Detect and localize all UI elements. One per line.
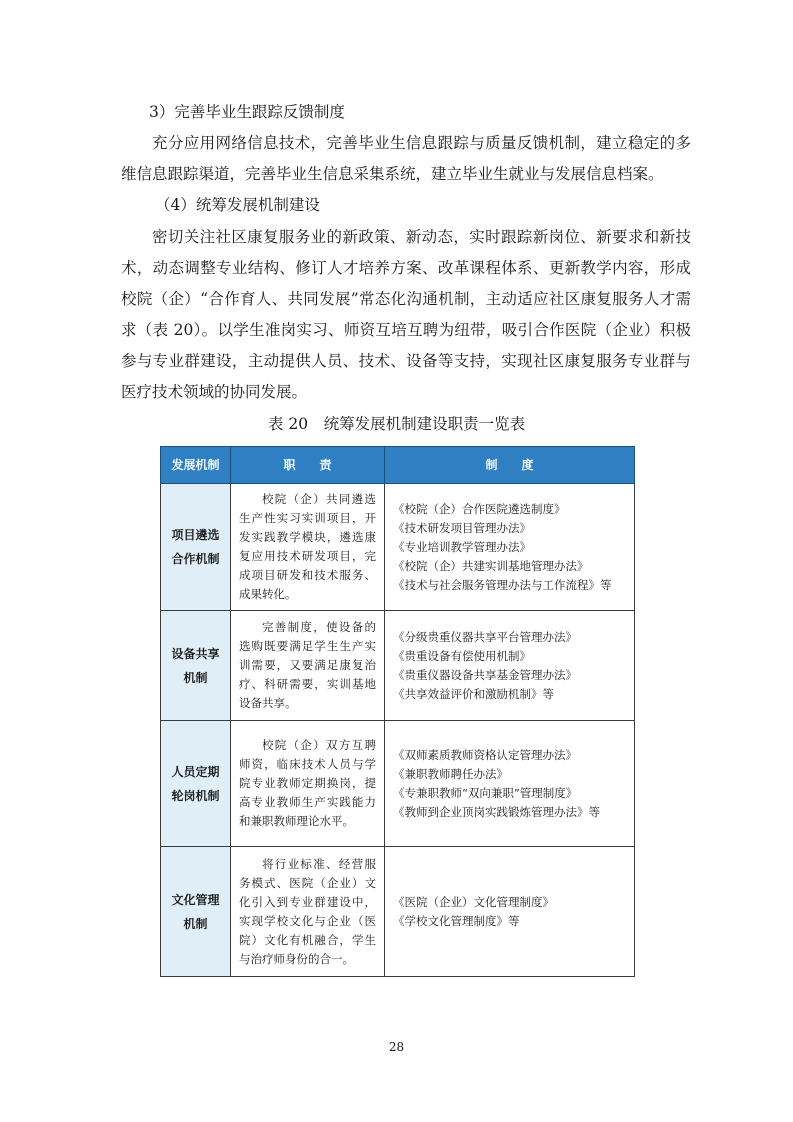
system-cell — [385, 721, 635, 847]
mechanism-name-line: 文化管理 — [171, 892, 220, 907]
mechanism-name-line: 机制 — [183, 670, 208, 685]
page-number: 28 — [388, 1040, 405, 1054]
system-item: 《专业培训教学管理办法》 — [393, 539, 531, 554]
table-row — [161, 484, 635, 611]
mechanism-cell — [161, 847, 231, 977]
mechanism-cell — [161, 611, 231, 721]
mechanism-name-line: 项目遴选 — [171, 528, 220, 542]
mechanism-cell — [161, 721, 231, 847]
header-mechanism: 发展机制 — [161, 447, 231, 484]
system-item: 《学校文化管理制度》等 — [393, 913, 520, 928]
mechanism-name-line: 设备共享 — [171, 646, 220, 661]
mechanism-name-line: 合作机制 — [171, 552, 220, 566]
system-item: 《医院（企业）文化管理制度》 — [393, 894, 554, 909]
table-row — [161, 721, 635, 847]
section-4-heading: （4）统筹发展机制建设 — [155, 196, 320, 214]
system-cell — [385, 484, 635, 611]
system-item: 《校院（企）共建实训基地管理办法》 — [393, 558, 589, 573]
system-item: 《教师到企业顶岗实践锻炼管理办法》等 — [393, 804, 600, 819]
duty-cell: 校院（企）共同遴选生产性实习实训项目，开发实践教学模块，遴选康复应用技术研发项目，完成项目研发和技术服务、成果转化。 — [231, 484, 385, 611]
header-system: 制 度 — [385, 447, 635, 484]
mechanism-cell — [161, 484, 231, 611]
system-item: 《分级贵重仪器共享平台管理办法》 — [393, 629, 577, 644]
system-item: 《贵重设备有偿使用机制》 — [393, 648, 531, 663]
duty-cell: 校院（企）双方互聘师资，临床技术人员与学院专业教师定期换岗，提高专业教师生产实践能力和兼职教师理论水平。 — [231, 721, 385, 847]
table-row — [161, 611, 635, 721]
section-3-paragraph: 充分应用网络信息技术，完善毕业生信息跟踪与质量反馈机制，建立稳定的多维信息跟踪渠道，完善毕业生信息采集系统，建立毕业生就业与发展信息档案。 — [121, 134, 691, 183]
section-3-heading: 3）完善毕业生跟踪反馈制度 — [149, 103, 345, 121]
duty-cell: 将行业标准、经营服务模式、医院（企业）文化引入到专业群建设中，实现学校文化与企业（医院）文化有机融合，学生与治疗师身份的合一。 — [231, 847, 385, 977]
system-item: 《技术与社会服务管理办法与工作流程》等 — [393, 577, 612, 592]
section-4-paragraph: 密切关注社区康复服务业的新政策、新动态，实时跟踪新岗位、新要求和新技术，动态调整专业结构、修订人才培养方案、改革课程体系、更新教学内容，形成校院（企）“合作育人、共同发展”常态化沟通机制，主动适应社区康复服务人才需求（表 20）。以学生准岗实习、师资互培互聘为纽带，吸引合作医院（企业）积极参与专业群建设，主动提供人员、技术、设备等支持，实现社区康复服务专业群与医疗技术领域的协同发展。 — [121, 228, 691, 401]
system-item: 《校院（企）合作医院遴选制度》 — [393, 501, 566, 516]
system-item: 《兼职教师聘任办法》 — [393, 766, 508, 781]
system-item: 《专兼职教师“双向兼职”管理制度》 — [393, 785, 578, 800]
mechanism-name-line: 轮岗机制 — [171, 788, 220, 803]
table-caption: 表 20 统筹发展机制建设职责一览表 — [267, 415, 526, 433]
table-row — [161, 847, 635, 977]
system-item: 《技术研发项目管理办法》 — [393, 520, 531, 535]
duty-cell: 完善制度，使设备的选购既要满足学生生产实训需要，又要满足康复治疗、科研需要，实训基地设备共享。 — [231, 611, 385, 721]
mechanism-name-line: 机制 — [183, 916, 208, 931]
system-item: 《双师素质教师资格认定管理办法》 — [393, 747, 577, 762]
system-item: 《贵重仪器设备共享基金管理办法》 — [393, 667, 577, 682]
system-item: 《共享效益评价和激励机制》等 — [393, 686, 554, 701]
mechanism-duty-table — [160, 446, 635, 977]
header-duty: 职 责 — [231, 447, 385, 484]
table-header-row — [161, 447, 635, 484]
system-cell — [385, 847, 635, 977]
mechanism-name-line: 人员定期 — [171, 764, 220, 779]
system-cell — [385, 611, 635, 721]
